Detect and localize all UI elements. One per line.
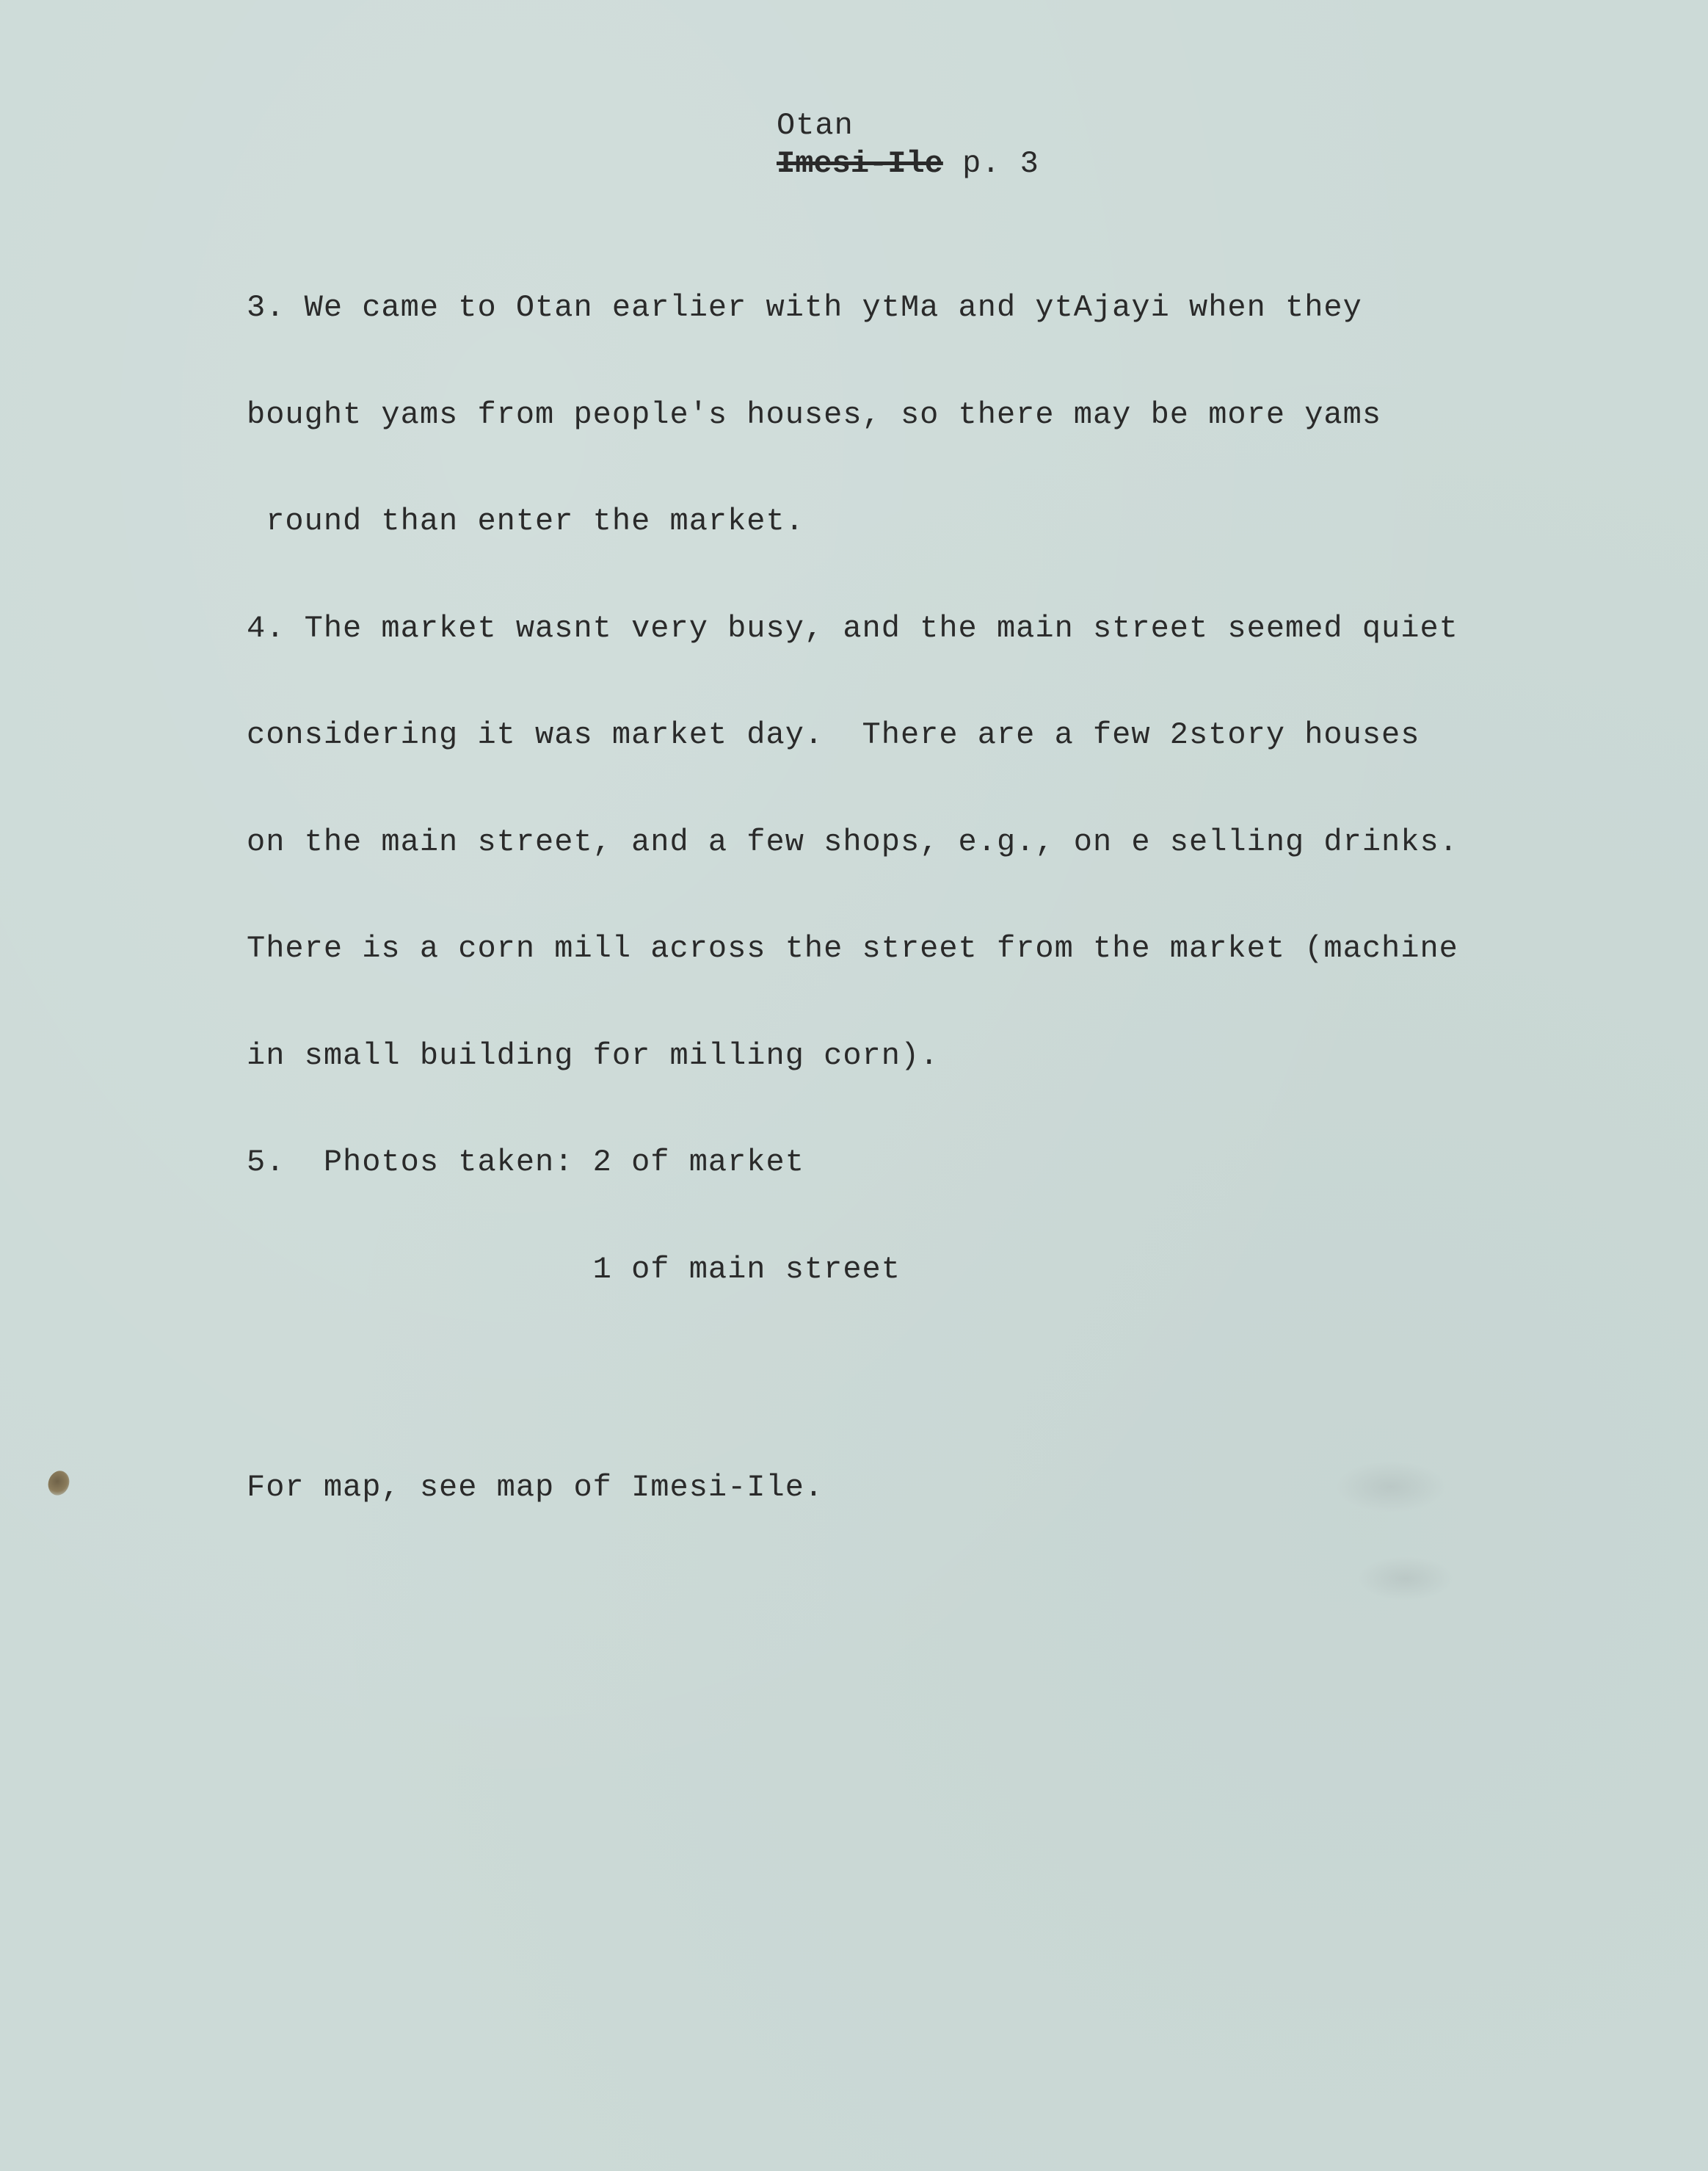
struck-out-text: Imesi-Ile — [777, 146, 943, 181]
text-line: 4. The market wasnt very busy, and the main street seemed quiet — [247, 610, 1458, 646]
paragraph-gap — [247, 1358, 1641, 1399]
text-line: bought yams from people's houses, so there may be more yams — [247, 396, 1382, 432]
text-line: round than enter the market. — [247, 504, 804, 539]
header-subtitle — [777, 145, 1039, 183]
header-title: Otan — [777, 108, 854, 143]
text-line: 3. We came to Otan earlier with ytMa and ytAjayi when they — [247, 290, 1362, 325]
paper-smudge — [1336, 1461, 1446, 1512]
text-line: on the main street, and a few shops, e.g., on e selling drinks. — [247, 824, 1458, 860]
text-line: 5. Photos taken: 2 of market — [247, 1145, 804, 1180]
paper-stain — [45, 1468, 73, 1498]
paper-smudge — [1358, 1556, 1453, 1601]
text-line: in small building for milling corn). — [247, 1037, 940, 1073]
map-reference-line: For map, see map of Imesi-Ile. — [247, 1470, 824, 1505]
page-number: p. 3 — [962, 146, 1039, 181]
text-line: There is a corn mill across the street from the market (machine — [247, 931, 1458, 966]
page-header — [777, 106, 1039, 183]
typed-notes — [247, 219, 1641, 1577]
text-line: 1 of main street — [247, 1251, 901, 1287]
text-line: considering it was market day. There are a few 2story houses — [247, 717, 1420, 753]
